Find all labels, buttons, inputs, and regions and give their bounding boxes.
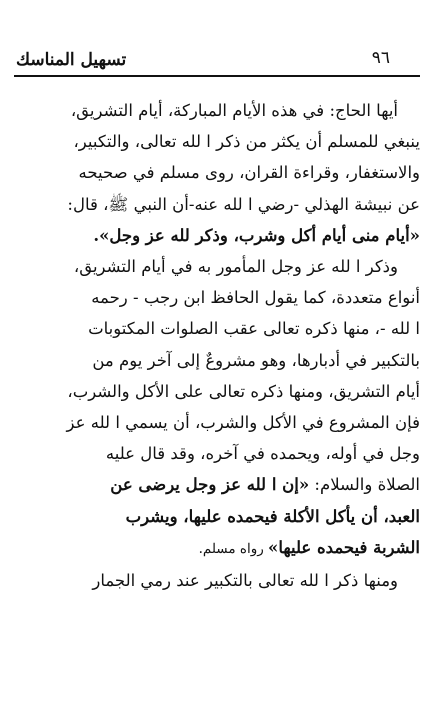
running-header — [14, 36, 420, 76]
paragraph-types-of-dhikr — [14, 251, 420, 565]
paragraph-tashriq-days — [14, 95, 420, 251]
header-rule — [14, 75, 420, 77]
hadith-source: رواه مسلم. — [198, 540, 269, 557]
text-line: عن نبيشة الهذلي -رضي ا لله عنه-أن النبي ﷺ، قال: — [67, 194, 420, 214]
hadith-quote-line: «أيام منى أيام أكل وشرب، وذكر لله عز وجل». — [93, 225, 420, 245]
text-line: ينبغي للمسلم أن يكثر من ذكر ا لله تعالى، والتكبير، — [73, 132, 420, 152]
text-line: فإن المشروع في الأكل والشرب، أن يسمي ا لله عز — [66, 413, 420, 433]
page-number: ٩٦ — [371, 48, 390, 68]
page-body — [14, 95, 420, 596]
text-line: أنواع متعددة، كما يقول الحافظ ابن رجب - رحمه — [91, 288, 420, 308]
hadith-quote-segment: «إن ا لله عز وجل يرضى عن — [110, 475, 310, 495]
paragraph-jamarat — [14, 565, 420, 596]
text-line: وذكر ا لله عز وجل المأمور به في أيام التشريق، — [73, 257, 398, 277]
text-line-with-quote — [14, 469, 420, 500]
text-line-with-source — [14, 532, 420, 565]
text-line: والاستغفار، وقراءة القران، روى مسلم في صحيحه — [78, 163, 420, 183]
text-line: أيام التشريق، ومنها ذكره تعالى على الأكل والشرب، — [67, 381, 420, 401]
text-line: أيها الحاج: في هذه الأيام المباركة، أيام التشريق، — [70, 101, 398, 120]
text-line: ا لله -، منها ذكره تعالى عقب الصلوات المكتوبات — [88, 319, 420, 339]
hadith-quote-segment: الشربة فيحمده عليها» — [268, 537, 420, 557]
text-line: ومنها ذكر ا لله تعالى بالتكبير عند رمي الجمار — [92, 571, 398, 591]
running-title: تسهيل المناسك — [16, 50, 127, 70]
text-line: وجل في أوله، ويحمده في آخره، وقد قال عليه — [105, 444, 420, 464]
hadith-quote-line: العبد، أن يأكل الأكلة فيحمده عليها، ويشرب — [125, 506, 420, 526]
text-line: بالتكبير في أدبارها، وهو مشروعٌ إلى آخر يوم من — [92, 350, 420, 370]
text-segment: الصلاة والسلام: — [309, 475, 420, 495]
